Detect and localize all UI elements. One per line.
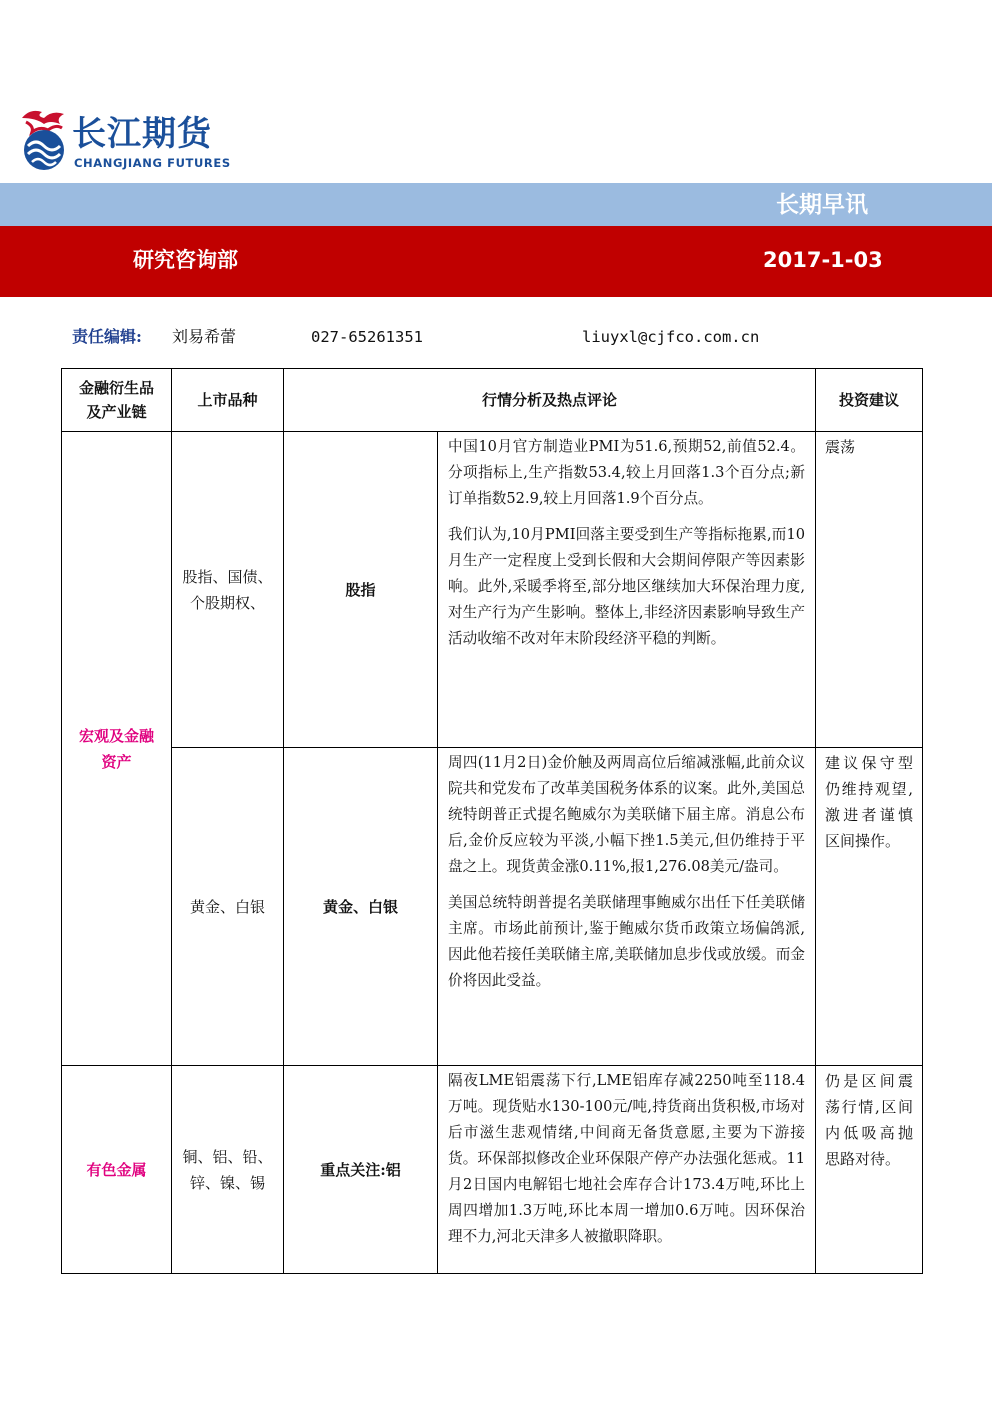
dragon-emblem-icon <box>16 106 72 172</box>
advice-cell: 仍是区间震荡行情,区间内低吸高抛思路对待。 <box>816 1066 923 1274</box>
focus-cell: 重点关注:铝 <box>284 1066 438 1274</box>
category-line1: 宏观及金融 <box>78 726 154 745</box>
table-row <box>62 432 923 748</box>
company-logo <box>16 106 256 176</box>
report-date: 2017-1-03 <box>763 248 883 272</box>
analysis-cell <box>438 1066 816 1274</box>
header-category <box>62 369 172 432</box>
header-products: 上市品种 <box>172 369 284 432</box>
table-row <box>62 1066 923 1274</box>
editor-name: 刘易希蕾 <box>172 327 237 346</box>
header-category-line2: 及产业链 <box>86 403 147 421</box>
header-advice: 投资建议 <box>816 369 923 432</box>
analysis-paragraph: 我们认为,10月PMI回落主要受到生产等指标拖累,而10月生产一定程度上受到长假和大会期间停限产等因素影响。此外,采暖季将至,部分地区继续加大环保治理力度,对生产行为产生影响。整体上,非经济因素影响导致生产活动收缩不改对年末阶段经济平稳的判断。 <box>448 526 806 647</box>
department-name: 研究咨询部 <box>133 248 238 272</box>
analysis-cell <box>438 748 816 1066</box>
report-title-band <box>0 183 992 226</box>
editor-phone: 027-65261351 <box>311 328 423 346</box>
logo-english-name: CHANGJIANG FUTURES <box>74 156 231 170</box>
products-line1: 股指、国债、 <box>182 567 273 586</box>
header-category-line1: 金融衍生品 <box>78 379 154 397</box>
category-cell <box>62 1066 172 1274</box>
category-cell <box>62 432 172 1066</box>
logo-chinese-name: 长江期货 <box>72 114 212 154</box>
editor-label: 责任编辑: <box>72 327 142 346</box>
table-row <box>62 748 923 1066</box>
header-analysis: 行情分析及热点评论 <box>284 369 816 432</box>
products-cell <box>172 432 284 748</box>
analysis-paragraph: 中国10月官方制造业PMI为51.6,预期52,前值52.4。分项指标上,生产指数53.4,较上月回落1.3个百分点;新订单指数52.9,较上月回落1.9个百分点。 <box>448 438 806 507</box>
products-line2: 个股期权、 <box>189 593 265 612</box>
category-line2: 资产 <box>101 752 132 771</box>
focus-cell: 黄金、白银 <box>284 748 438 1066</box>
report-title: 长期早讯 <box>776 192 868 218</box>
analysis-cell <box>438 432 816 748</box>
products-line1: 黄金、白银 <box>189 897 265 916</box>
products-line1: 铜、铝、铅、 <box>182 1147 273 1166</box>
products-line2: 锌、镍、锡 <box>189 1173 265 1192</box>
department-band <box>0 226 992 297</box>
market-analysis-table <box>61 368 923 1274</box>
editor-info <box>72 324 760 350</box>
editor-email: liuyxl@cjfco.com.cn <box>582 328 760 346</box>
products-cell <box>172 1066 284 1274</box>
advice-cell: 建议保守型仍维持观望,激进者谨慎区间操作。 <box>816 748 923 1066</box>
category-line1: 有色金属 <box>86 1160 147 1179</box>
advice-cell: 震荡 <box>816 432 923 748</box>
analysis-paragraph: 周四(11月2日)金价触及两周高位后缩减涨幅,此前众议院共和党发布了改革美国税务体系的议案。此外,美国总统特朗普正式提名鲍威尔为美联储下届主席。消息公布后,金价反应较为平淡,小幅下挫1.5美元,但仍维持于平盘之上。现货黄金涨0.11%,报1,276.08美元/盎司。 <box>448 754 806 875</box>
focus-cell: 股指 <box>284 432 438 748</box>
analysis-paragraph: 美国总统特朗普提名美联储理事鲍威尔出任下任美联储主席。市场此前预计,鉴于鲍威尔货币政策立场偏鸽派,因此他若接任美联储主席,美联储加息步伐或放缓。而金价将因此受益。 <box>448 894 806 989</box>
analysis-paragraph: 隔夜LME铝震荡下行,LME铝库存减2250吨至118.4万吨。现货贴水130-100元/吨,持货商出货积极,市场对后市滋生悲观情绪,中间商无备货意愿,主要为下游接货。环保部拟修改企业环保限产停产办法强化惩戒。11月2日国内电解铝七地社会库存合计173.4万吨,环比上周四增加1.3万吨,环比本周一增加0.6万吨。因环保治理不力,河北天津多人被撤职降职。 <box>448 1072 806 1245</box>
table-header-row <box>62 369 923 432</box>
products-cell <box>172 748 284 1066</box>
